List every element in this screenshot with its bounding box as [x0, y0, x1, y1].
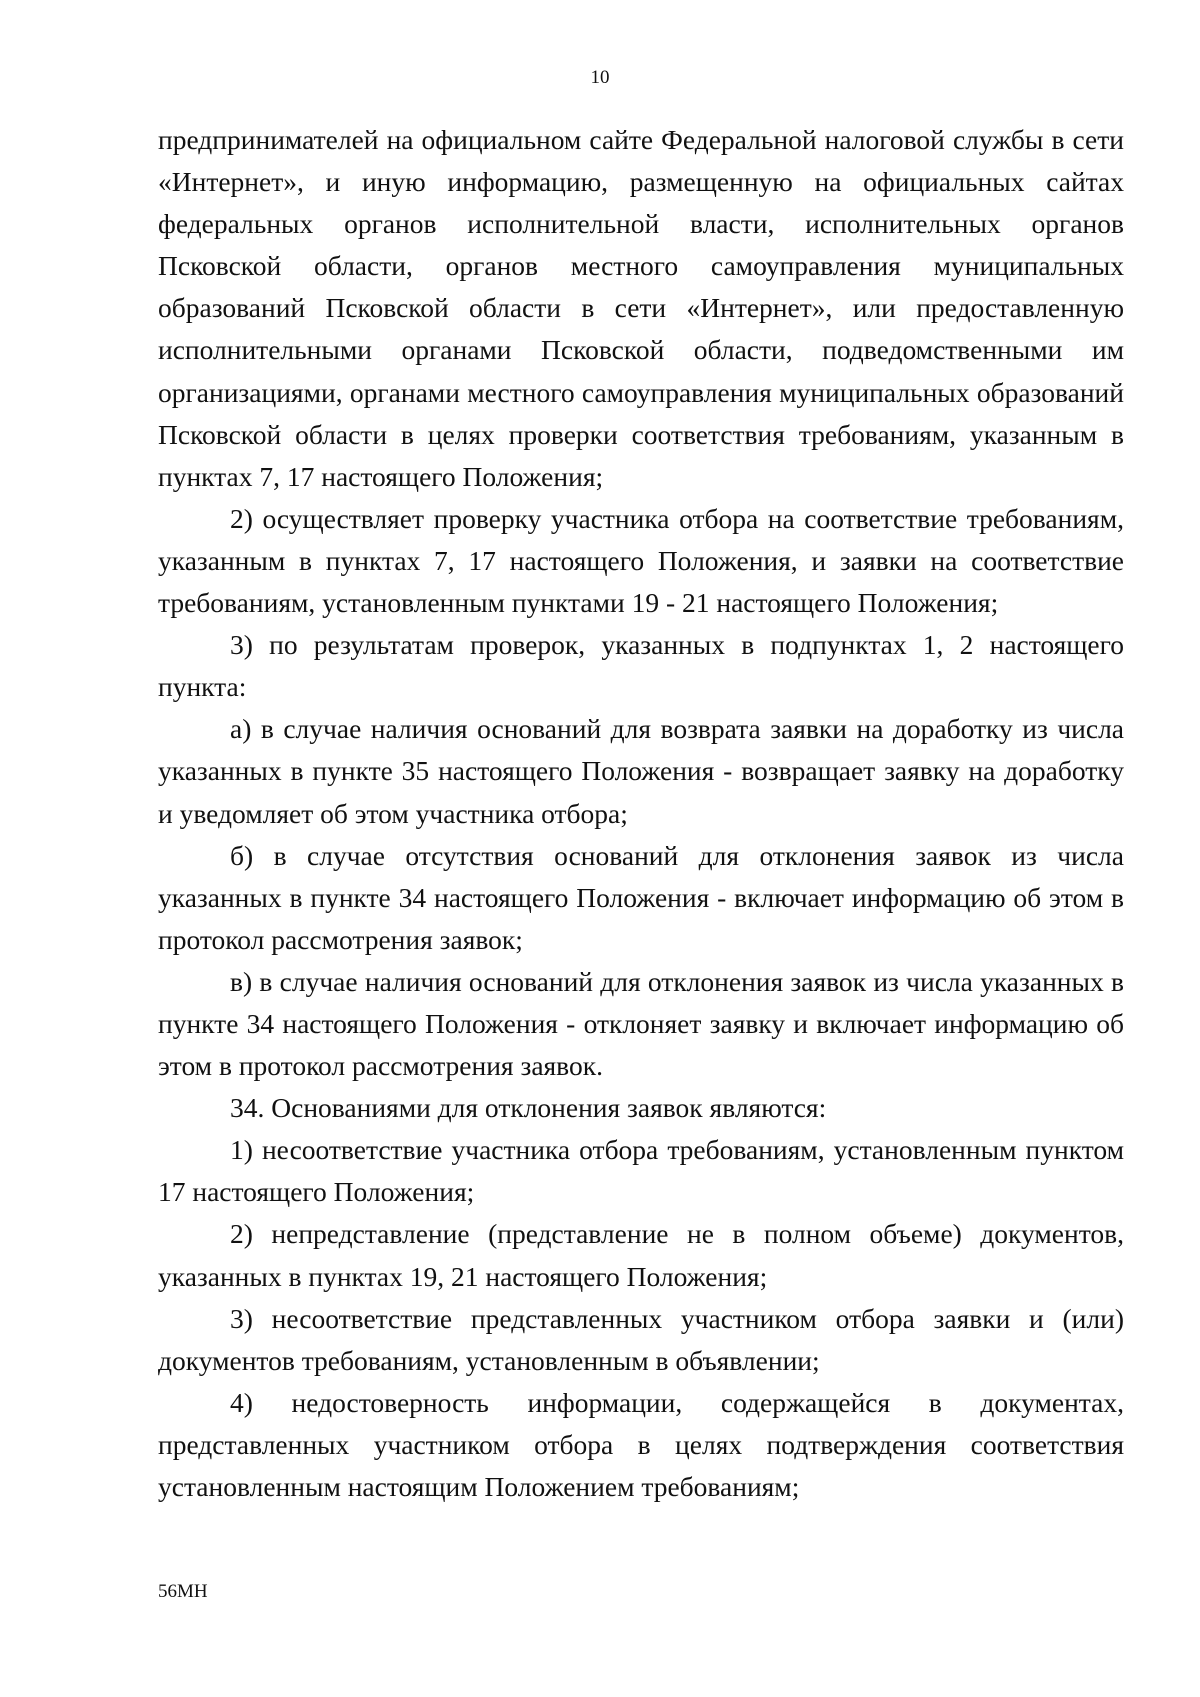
document-body — [158, 119, 1124, 1508]
paragraph-item-2: 2) осуществляет проверку участника отбора на соответствие требованиям, указанным в пунктах 7, 17 настоящего Положения, и заявки на соответствие требованиям, установленным пунктами 19 - 21 настоящего Положения; — [158, 502, 1124, 619]
paragraph-34-item-4: 4) недостоверность информации, содержащейся в документах, представленных участником отбора в целях подтверждения соответствия установленным настоящим Положением требованиям; — [158, 1386, 1124, 1502]
paragraph-continuation: предпринимателей на официальном сайте Федеральной налоговой службы в сети «Интернет», и иную информацию, размещенную на официальных сайтах федеральных органов исполнительной власти, исполнительных органов Псковской области, органов местного самоуправления муниципальных образований Псковской области в сети «Интернет», или предоставленную исполнительными органами Псковской области, подведомственными им организациями, органами местного самоуправления муниципальных образований Псковской области в целях проверки соответствия требованиям, указанным в пунктах 7, 17 настоящего Положения; — [158, 124, 1124, 492]
paragraph-item-3: 3) по результатам проверок, указанных в подпунктах 1, 2 настоящего пункта: — [158, 629, 1124, 703]
paragraph-subitem-a: а) в случае наличия оснований для возврата заявки на доработку из числа указанных в пункте 35 настоящего Положения - возвращает заявку на доработку и уведомляет об этом участника отбора; — [158, 713, 1124, 829]
paragraph-subitem-b: б) в случае отсутствия оснований для отклонения заявок из числа указанных в пункте 34 настоящего Положения - включает информацию об этом в протокол рассмотрения заявок; — [158, 839, 1124, 955]
footer-document-code: 56МН — [158, 1581, 208, 1602]
paragraph-34-item-2: 2) непредставление (представление не в полном объеме) документов, указанных в пунктах 19, 21 настоящего Положения; — [158, 1218, 1124, 1292]
paragraph-34-item-1: 1) несоответствие участника отбора требованиям, установленным пунктом 17 настоящего Положения; — [158, 1134, 1124, 1208]
paragraph-section-34: 34. Основаниями для отклонения заявок являются: — [230, 1092, 827, 1124]
paragraph-subitem-v: в) в случае наличия оснований для отклонения заявок из числа указанных в пункте 34 настоящего Положения - отклоняет заявку и включает информацию об этом в протокол рассмотрения заявок. — [158, 965, 1124, 1082]
paragraph-34-item-3: 3) несоответствие представленных участником отбора заявки и (или) документов требованиям, установленным в объявлении; — [158, 1302, 1124, 1376]
page-number: 10 — [590, 67, 610, 88]
